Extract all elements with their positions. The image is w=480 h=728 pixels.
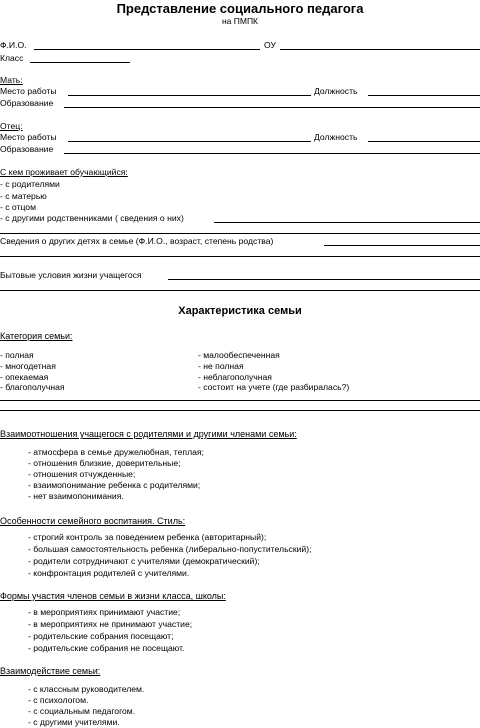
father-education-label: Образование bbox=[0, 144, 54, 154]
living-conditions-field-extra[interactable] bbox=[0, 290, 480, 291]
category-notes-field-extra[interactable] bbox=[0, 410, 480, 411]
ou-field[interactable] bbox=[280, 49, 480, 50]
page-subtitle: на ПМПК bbox=[221, 16, 259, 26]
ou-label: ОУ bbox=[264, 40, 276, 50]
lives-with-item: - с другими родственниками ( сведения о них) bbox=[0, 213, 184, 223]
other-children-field-extra[interactable] bbox=[0, 256, 480, 257]
class-label: Класс bbox=[0, 53, 24, 63]
upbringing-item: - конфронтация родителей с учителями. bbox=[28, 568, 190, 578]
father-position-label: Должность bbox=[314, 132, 358, 142]
upbringing-item: - строгий контроль за поведением ребенка (авторитарный); bbox=[28, 532, 267, 542]
fio-label: Ф.И.О. bbox=[0, 40, 27, 50]
interaction-item: - с психологом. bbox=[28, 695, 89, 705]
category-option: - малообеспеченная bbox=[198, 350, 280, 360]
participation-item: - в мероприятиях не принимают участие; bbox=[28, 619, 193, 629]
lives-with-item: - с матерью bbox=[0, 191, 47, 201]
class-field[interactable] bbox=[30, 62, 130, 63]
father-education-field[interactable] bbox=[64, 153, 480, 154]
participation-item: - родительские собрания посещают; bbox=[28, 631, 174, 641]
relations-item: - атмосфера в семье дружелюбная, теплая; bbox=[28, 447, 204, 457]
participation-item: - родительские собрания не посещают. bbox=[28, 643, 185, 653]
relations-item: - отношения отчужденные; bbox=[28, 469, 136, 479]
relations-heading: Взаимоотношения учащегося с родителями и другими членами семьи: bbox=[0, 429, 297, 439]
upbringing-item: - большая самостоятельность ребенка (либерально-попустительский); bbox=[28, 544, 312, 554]
mother-education-label: Образование bbox=[0, 98, 54, 108]
mother-position-field[interactable] bbox=[368, 95, 480, 96]
participation-heading: Формы участия членов семьи в жизни класса, школы: bbox=[0, 591, 226, 601]
category-heading: Категория семьи: bbox=[0, 331, 73, 341]
interaction-item: - с другими учителями. bbox=[28, 717, 120, 727]
relatives-field[interactable] bbox=[214, 222, 480, 223]
relations-item: - нет взаимопонимания. bbox=[28, 491, 124, 501]
lives-with-heading: С кем проживает обучающийся: bbox=[0, 167, 128, 177]
other-children-field[interactable] bbox=[324, 245, 480, 246]
category-option: - опекаемая bbox=[0, 372, 49, 382]
fio-field[interactable] bbox=[34, 49, 260, 50]
living-conditions-label: Бытовые условия жизни учащегося bbox=[0, 270, 142, 280]
family-section-heading: Характеристика семьи bbox=[178, 305, 302, 317]
mother-workplace-field[interactable] bbox=[68, 95, 311, 96]
upbringing-heading: Особенности семейного воспитания. Стиль: bbox=[0, 516, 186, 526]
participation-item: - в мероприятиях принимают участие; bbox=[28, 607, 181, 617]
lives-with-item: - с родителями bbox=[0, 179, 60, 189]
father-workplace-label: Место работы bbox=[0, 132, 57, 142]
mother-workplace-label: Место работы bbox=[0, 86, 57, 96]
interaction-heading: Взаимодействие семьи: bbox=[0, 666, 101, 676]
category-option: - многодетная bbox=[0, 361, 56, 371]
upbringing-item: - родители сотрудничают с учителями (демократический); bbox=[28, 556, 260, 566]
lives-with-item: - с отцом bbox=[0, 202, 36, 212]
mother-position-label: Должность bbox=[314, 86, 358, 96]
interaction-item: - с социальным педагогом. bbox=[28, 706, 136, 716]
category-option: - неблагополучная bbox=[198, 372, 272, 382]
father-workplace-field[interactable] bbox=[68, 141, 311, 142]
relations-item: - взаимопонимание ребенка с родителями; bbox=[28, 480, 201, 490]
mother-education-field[interactable] bbox=[64, 107, 480, 108]
category-option: - не полная bbox=[198, 361, 244, 371]
father-heading: Отец: bbox=[0, 121, 23, 131]
category-option: - благополучная bbox=[0, 382, 65, 392]
father-position-field[interactable] bbox=[368, 141, 480, 142]
other-children-label: Сведения о других детях в семье (Ф.И.О., возраст, степень родства) bbox=[0, 236, 274, 246]
category-notes-field[interactable] bbox=[0, 400, 480, 401]
category-option: - состоит на учете (где разбиралась?) bbox=[198, 382, 350, 392]
relations-item: - отношения близкие, доверительные; bbox=[28, 458, 181, 468]
relatives-field-extra[interactable] bbox=[0, 233, 480, 234]
living-conditions-field[interactable] bbox=[168, 279, 480, 280]
category-option: - полная bbox=[0, 350, 34, 360]
interaction-item: - с классным руководителем. bbox=[28, 684, 145, 694]
page-title: Представление социального педагога bbox=[116, 1, 364, 16]
mother-heading: Мать: bbox=[0, 75, 23, 85]
